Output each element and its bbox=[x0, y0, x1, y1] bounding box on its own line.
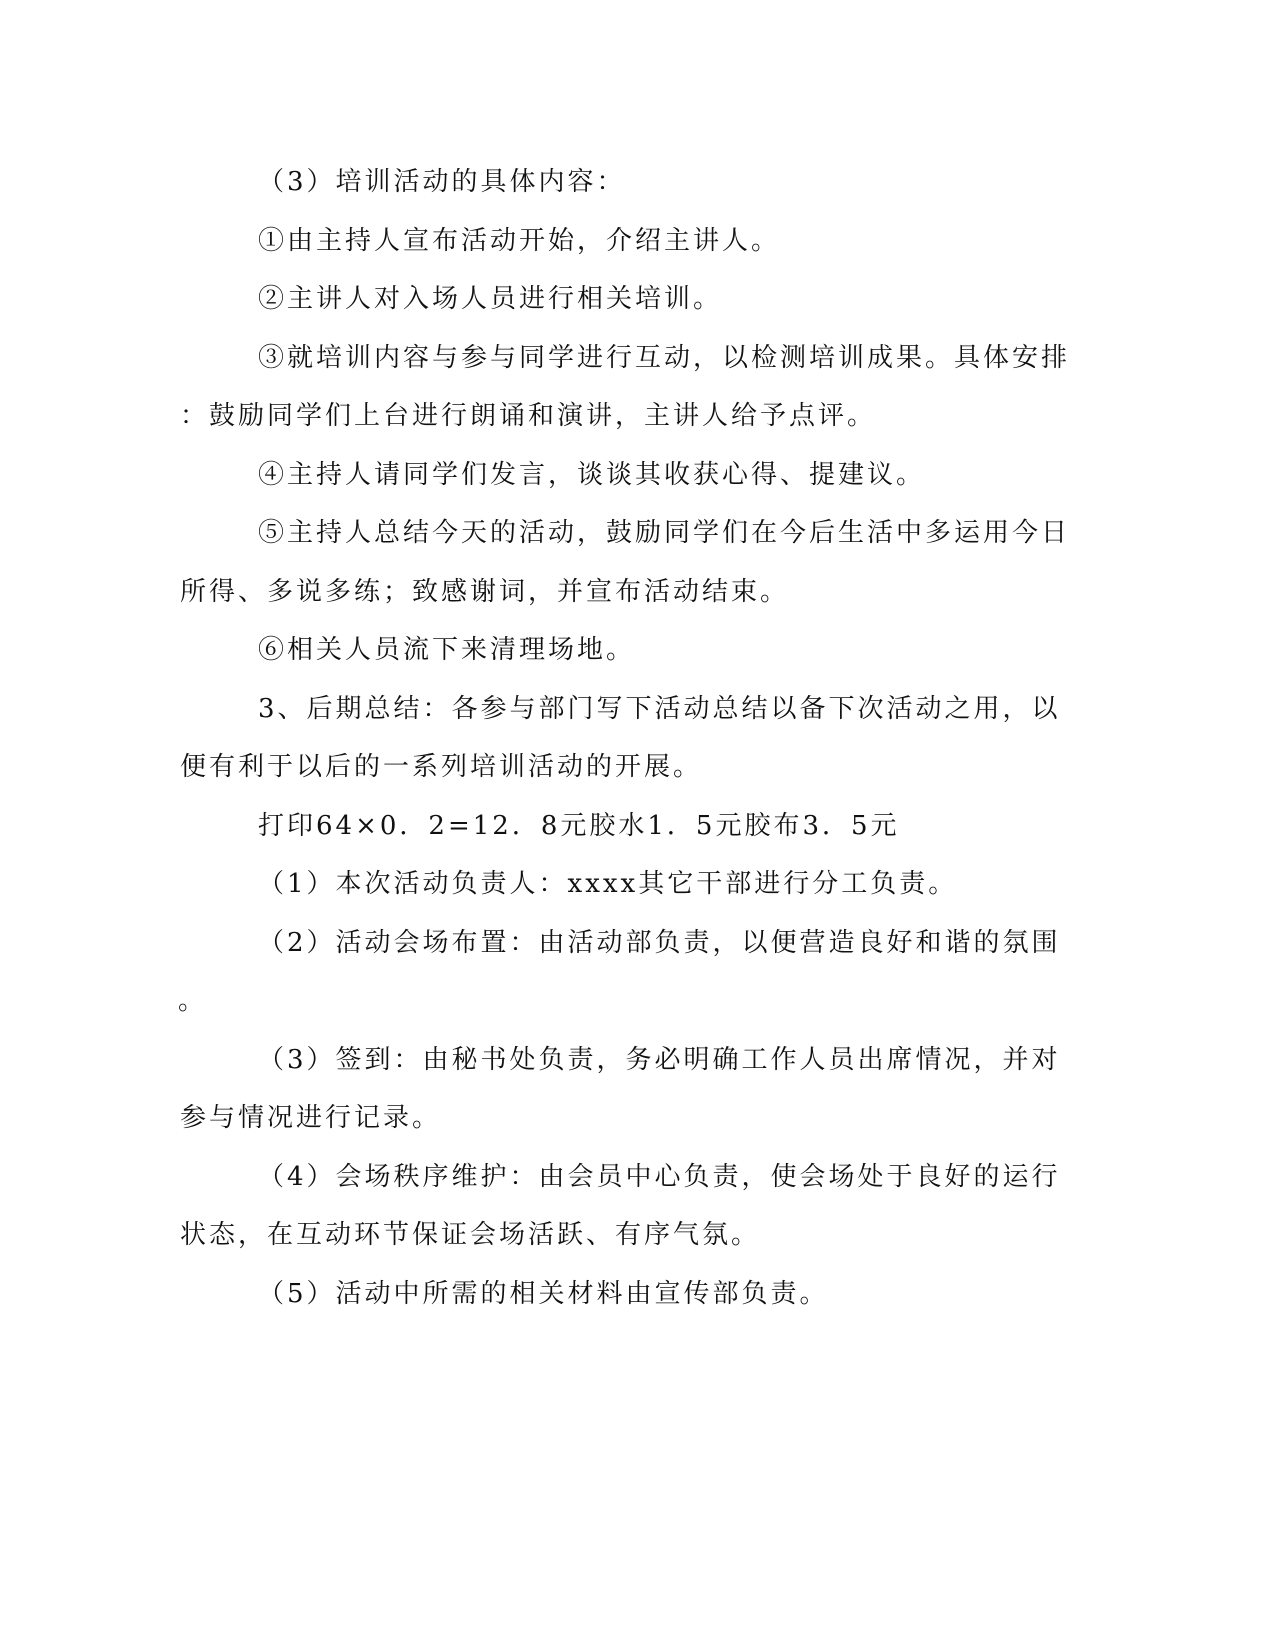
paragraph-line: 打印64×0．2=12．8元胶水1．5元胶布3．5元 bbox=[258, 811, 900, 841]
paragraph-line: （2）活动会场布置：由活动部负责，以便营造良好和谐的氛围 bbox=[258, 928, 1061, 958]
paragraph-line: 参与情况进行记录。 bbox=[180, 1103, 442, 1133]
paragraph-line: 状态，在互动环节保证会场活跃、有序气氛。 bbox=[180, 1220, 761, 1250]
paragraph-line: ③就培训内容与参与同学进行互动，以检测培训成果。具体安排 bbox=[258, 343, 1071, 373]
paragraph-line: 所得、多说多练；致感谢词，并宣布活动结束。 bbox=[180, 577, 790, 607]
paragraph-line: 便有利于以后的一系列培训活动的开展。 bbox=[180, 752, 703, 782]
paragraph-line: 。 bbox=[178, 986, 208, 1016]
paragraph-line: （3）签到：由秘书处负责，务必明确工作人员出席情况，并对 bbox=[258, 1045, 1061, 1075]
paragraph-line: （5）活动中所需的相关材料由宣传部负责。 bbox=[258, 1279, 829, 1309]
paragraph-line: （4）会场秩序维护：由会员中心负责，使会场处于良好的运行 bbox=[258, 1162, 1061, 1192]
paragraph-line: ：鼓励同学们上台进行朗诵和演讲，主讲人给予点评。 bbox=[180, 401, 877, 431]
paragraph-line: 3、后期总结：各参与部门写下活动总结以备下次活动之用，以 bbox=[258, 694, 1061, 724]
paragraph-line: ⑥相关人员流下来清理场地。 bbox=[258, 635, 636, 665]
paragraph-line: ②主讲人对入场人员进行相关培训。 bbox=[258, 284, 723, 314]
paragraph-line: ①由主持人宣布活动开始，介绍主讲人。 bbox=[258, 226, 781, 256]
paragraph-line: （1）本次活动负责人：xxxx其它干部进行分工负责。 bbox=[258, 869, 958, 899]
paragraph-line: ⑤主持人总结今天的活动，鼓励同学们在今后生活中多运用今日 bbox=[258, 518, 1071, 548]
paragraph-line: ④主持人请同学们发言，谈谈其收获心得、提建议。 bbox=[258, 460, 926, 490]
paragraph-line: （3）培训活动的具体内容： bbox=[258, 167, 626, 197]
